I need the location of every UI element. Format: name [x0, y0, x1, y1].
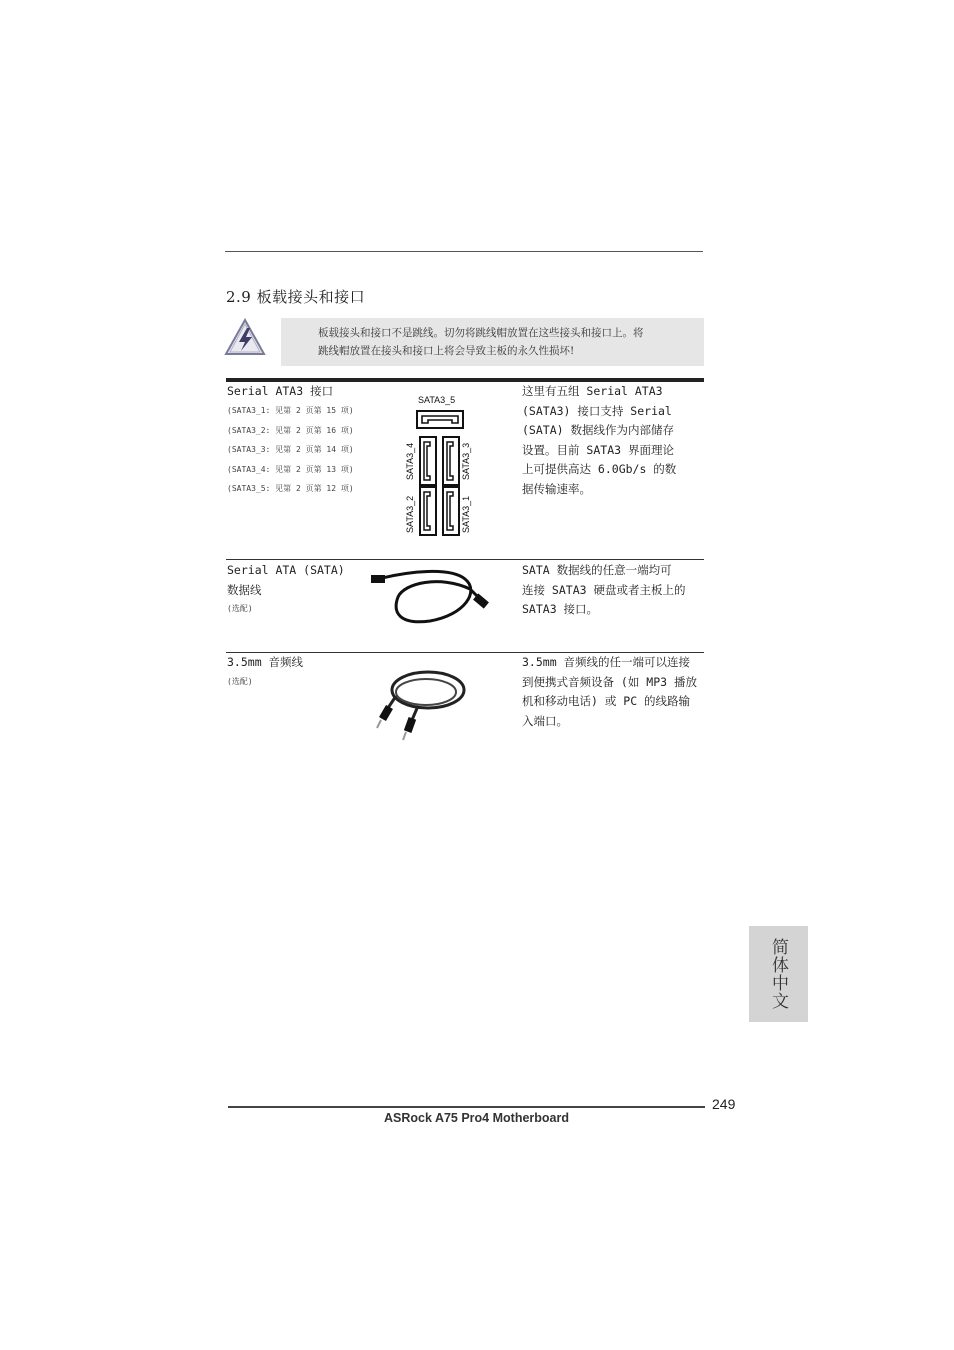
sata3-1-label: SATA3_1 — [461, 495, 471, 533]
sata3-2-label: SATA3_2 — [405, 495, 415, 533]
language-tab-label — [749, 926, 808, 1022]
audio-cable-optional: (选配) — [227, 677, 253, 686]
sata-cable-label-line-1: Serial ATA (SATA) — [227, 563, 345, 577]
sata3-3-connector — [442, 436, 460, 490]
sata3-desc-line-4: 设置。目前 SATA3 界面理论 — [522, 442, 674, 457]
caution-line-2: 跳线帽放置在接头和接口上将会导致主板的永久性损坏! — [318, 345, 575, 357]
row-divider-1 — [226, 559, 704, 560]
sata-cable-desc-line-3: SATA3 接口。 — [522, 602, 599, 616]
sata3-4-connector — [419, 436, 437, 490]
audio-cable-desc-line-2: 到便携式音频设备 (如 MP3 播放 — [522, 674, 697, 689]
sata3-desc-line-5: 上可提供高达 6.0Gb/s 的数 — [522, 462, 677, 476]
sata3-desc-line-6: 据传输速率。 — [522, 481, 591, 496]
footer-title: ASRock A75 Pro4 Motherboard — [384, 1111, 569, 1125]
language-tab-text: 简体中文 — [768, 938, 788, 1010]
sata3-note-3: (SATA3_3: 见第 2 页第 14 项) — [227, 445, 354, 454]
sata3-desc-line-1: 这里有五组 Serial ATA3 — [522, 384, 663, 398]
sata3-note-4: (SATA3_4: 见第 2 页第 13 项) — [227, 464, 354, 474]
audio-cable-desc-line-4: 入端口。 — [522, 713, 568, 728]
audio-cable-image — [374, 662, 470, 746]
sata-cable-optional: (选配) — [227, 604, 253, 613]
caution-line-1: 板载接头和接口不是跳线。切勿将跳线帽放置在这些接头和接口上。将 — [318, 327, 644, 339]
sata3-1-connector — [442, 486, 460, 540]
sata-cable-image — [370, 565, 495, 631]
sata3-4-label: SATA3_4 — [405, 442, 415, 480]
section-title: 2.9 板载接头和接口 — [226, 288, 366, 306]
audio-cable-label: 3.5mm 音频线 — [227, 655, 304, 669]
sata3-desc-line-2: (SATA3) 接口支持 Serial — [522, 403, 672, 418]
sata3-description — [522, 382, 707, 499]
sata3-desc-line-3: (SATA) 数据线作为内部储存 — [522, 423, 674, 437]
sata-cable-desc-line-1: SATA 数据线的任意一端均可 — [522, 563, 672, 577]
sata3-label: Serial ATA3 接口 — [227, 384, 334, 398]
sata3-note-1: (SATA3_1: 见第 2 页第 15 项) — [227, 406, 354, 415]
sata-cable-label-line-2: 数据线 — [227, 582, 262, 597]
warning-triangle-icon — [224, 318, 266, 356]
footer-rule — [228, 1106, 705, 1108]
sata3-notes — [227, 401, 354, 499]
sata-cable-description — [522, 561, 707, 620]
caution-text — [318, 324, 698, 360]
sata3-5-label: SATA3_5 — [418, 395, 456, 405]
sata-cable-desc-line-2: 连接 SATA3 硬盘或者主板上的 — [522, 582, 686, 597]
header-rule — [225, 251, 703, 252]
sata-cable-label — [227, 561, 345, 600]
sata3-note-2: (SATA3_2: 见第 2 页第 16 项) — [227, 425, 354, 435]
sata3-5-connector — [416, 410, 464, 434]
sata3-2-connector — [419, 486, 437, 540]
sata3-3-label: SATA3_3 — [461, 442, 471, 480]
audio-cable-desc-line-1: 3.5mm 音频线的任一端可以连接 — [522, 655, 691, 669]
audio-cable-desc-line-3: 机和移动电话) 或 PC 的线路输 — [522, 694, 691, 708]
audio-cable-description — [522, 653, 707, 731]
sata3-note-5: (SATA3_5: 见第 2 页第 12 项) — [227, 484, 354, 493]
page-number: 249 — [712, 1096, 736, 1112]
